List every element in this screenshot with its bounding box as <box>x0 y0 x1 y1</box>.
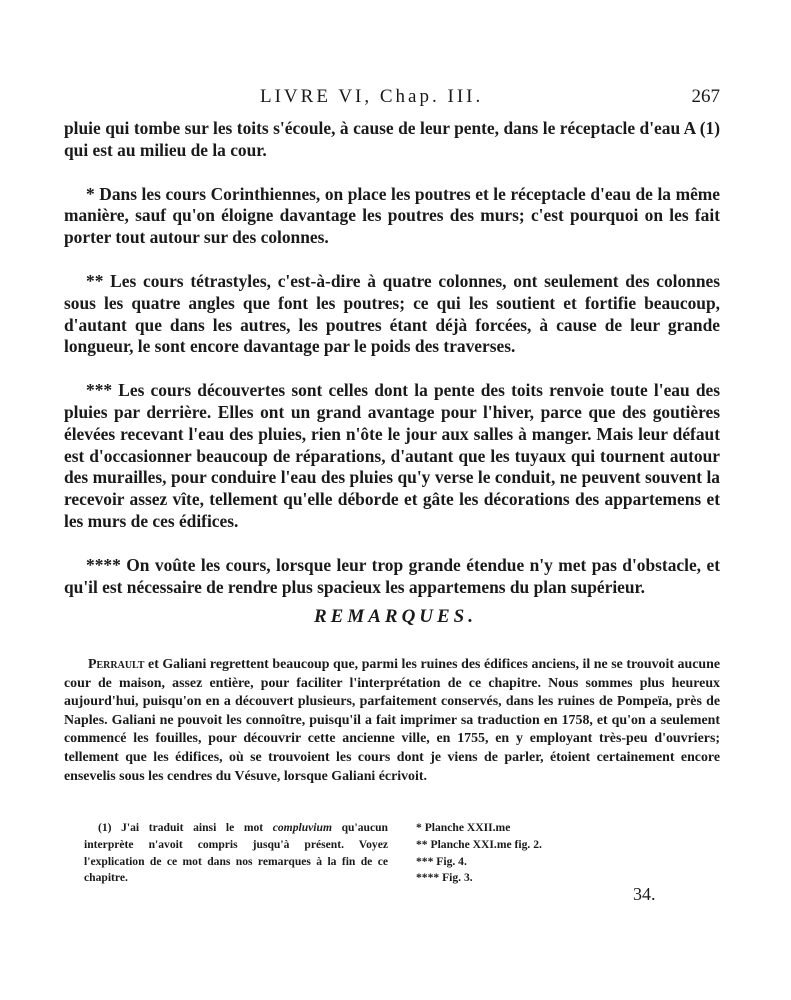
plate-reference: *** Fig. 4. <box>416 854 467 868</box>
footnote-compluvium <box>84 820 388 887</box>
plate-reference: * Planche XXII.me <box>416 821 511 834</box>
remarks-text <box>64 656 720 786</box>
remarks-body: et Galiani regrettent beaucoup que, parmi les ruines des édifices anciens, il ne se trouvoit aucune cour de maison, assez entière, pour faciliter l'interprétation de ce chapitre. Nous sommes plus heureux aujourd'hui, puisqu'on en a découvert plusieurs, parfaitement conservés, dans les ruines de Pompeïa, près de Naples. Galiani ne pouvoit les connoître, puisqu'il a fait imprimer sa traduction en 1758, et qu'on a seulement commencé les fouilles, pour découvrir cette ancienne ville, en 1755, en y employant très-peu d'ouvriers; tellement que les édifices, où se trouvoient les cours dont je viens de parler, étoient certainement encore ensevelis sous les cendres du Vésuve, lorsque Galiani écrivoit. <box>64 657 720 784</box>
paragraph-vaulted-courts: **** On voûte les cours, lorsque leur trop grande étendue n'y met pas d'obstacle, et qu'il est nécessaire de rendre plus spacieux les appartemens du plan supérieur. <box>64 554 720 597</box>
remarks-paragraph <box>64 656 720 786</box>
running-title: LIVRE VI, Chap. III. <box>260 86 484 107</box>
footnote-italic-word: compluvium <box>272 821 332 834</box>
remarks-lead-name: Perrault <box>88 657 145 672</box>
plate-reference: ** Planche XXI.me fig. 2. <box>416 837 542 851</box>
paragraph-open-courts: *** Les cours découvertes sont celles dont la pente des toits renvoie toute l'eau des pluies par derrière. Elles ont un grand avantage pour l'hiver, parce que des goutières élevées recevant l'eau des pluies, rien n'ôte le jour aux salles à manger. Mais leur défaut est d'occasionner beaucoup de réparations, d'autant que les tuyaux qui tournent autour des murailles, pour conduire l'eau des pluies qu'y verse le conduit, ne peuvent souvent la recevoir assez vîte, tellement qu'elle déborde et gâte les décorations des appartemens et les murs de ces édifices. <box>64 380 720 531</box>
signature-mark: 34. <box>633 884 656 904</box>
page-number: 267 <box>691 86 720 107</box>
page-header <box>60 86 720 114</box>
footnote-part-b: qu'aucun interprète n'avoit compris jusqu'à présent. Voyez l'explication de ce mot dans nos remarques à la fin de ce chapitre. <box>84 821 388 885</box>
remarks-heading: REMARQUES. <box>313 606 478 627</box>
plate-references <box>416 820 616 887</box>
paragraph-continuation: pluie qui tombe sur les toits s'écoule, à cause de leur pente, dans le réceptacle d'eau A (1) qui est au milieu de la cour. <box>64 118 720 160</box>
paragraph-tetrastyle-courts: ** Les cours tétrastyles, c'est-à-dire à quatre colonnes, ont seulement des colonnes sous les quatre angles que font les poutres; ce qui les soutient et fortifie beaucoup, d'autant que dans les autres, les poutres étant déjà forcées, à cause de leur grande longueur, le sont encore davantage par le poids des traverses. <box>64 270 720 357</box>
footnote-paragraph <box>84 820 388 887</box>
paragraph-corinthian-courts: * Dans les cours Corinthiennes, on place les poutres et le réceptacle d'eau de la même manière, sauf qu'on éloigne davantage les poutres des murs; c'est pourquoi on les fait porter tout autour sur des colonnes. <box>64 183 720 248</box>
footnote-part-a: (1) J'ai traduit ainsi le mot <box>98 821 273 834</box>
main-text <box>64 118 720 598</box>
plate-reference: **** Fig. 3. <box>416 871 473 885</box>
